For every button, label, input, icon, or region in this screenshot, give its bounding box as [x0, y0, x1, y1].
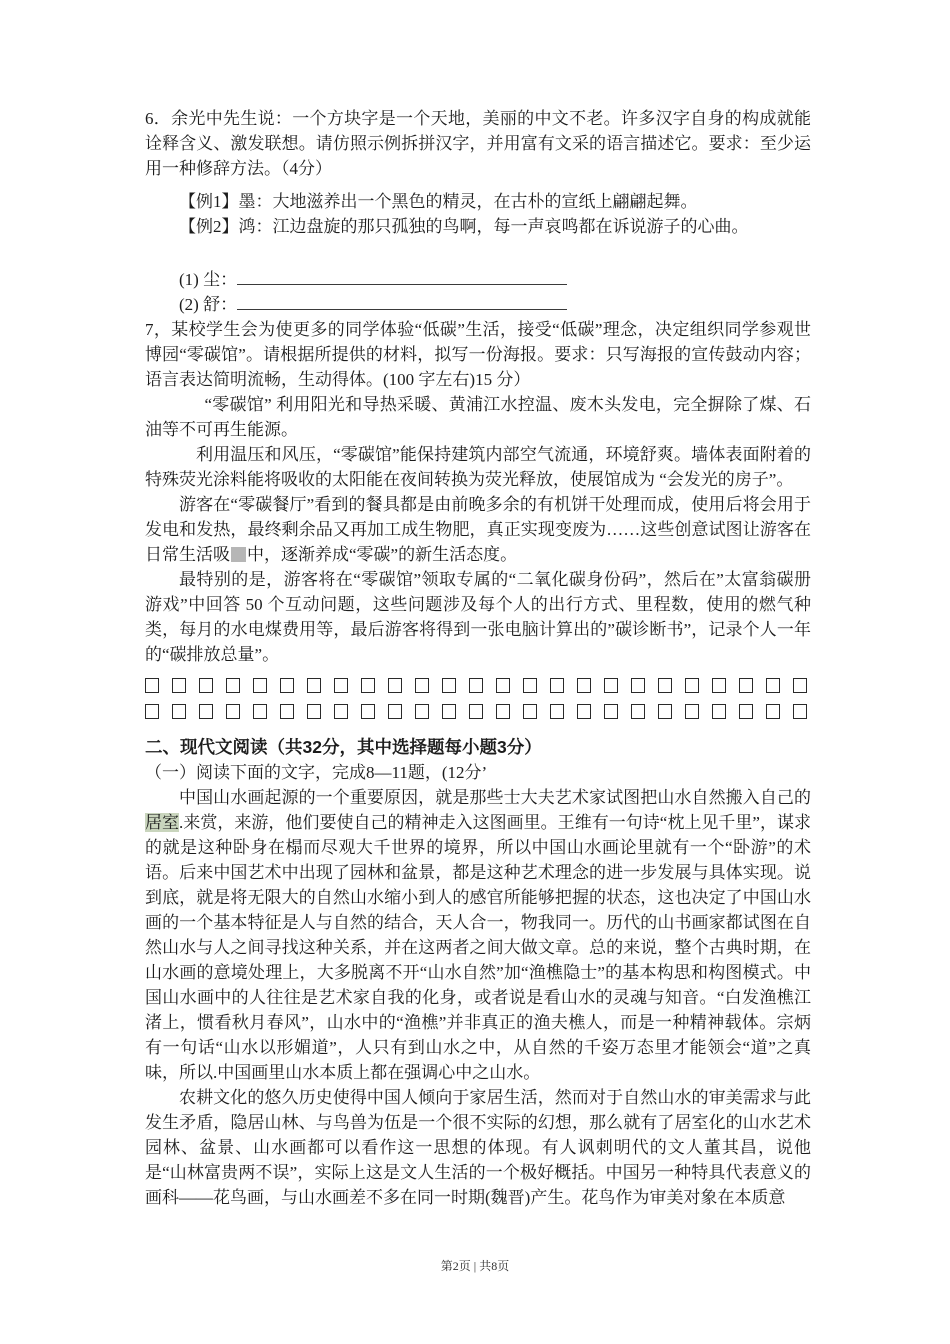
answer-grid-row [145, 704, 811, 719]
question-7-material-2: 利用温压和风压，“零碳馆”能保持建筑内部空气流通，环境舒爽。墙体表面附着的特殊荧光涂料能将吸收的太阳能在夜间转换为荧光释放，使展馆成为 “会发光的房子”。 [145, 445, 811, 489]
question-6-blank-2 [145, 292, 811, 317]
section-2-subheading: （一）阅读下面的文字，完成8—11题，(12分’ [145, 763, 488, 782]
page-footer: 第2页 | 共8页 [440, 1259, 510, 1273]
answer-box [442, 678, 456, 693]
question-7-material-4: 最特别的是，游客将在“零碳馆”领取专属的“二氧化碳身份码”，然后在”太富翁碳册游戏”中回答 50 个互动问题，这些问题涉及每个人的出行方式、里程数，使用的燃气种类，每月的水电煤费用等，最后游客将得到一张电脑计算出的”碳诊断书”，记录个人一年的“碳排放总量”。 [145, 570, 811, 664]
answer-box [631, 678, 645, 693]
question-6-example-2: 【例2】鸿：江边盘旋的那只孤独的鸟啊，每一声哀鸣都在诉说游子的心曲。 [179, 217, 749, 236]
answer-box [685, 704, 699, 719]
answer-box [631, 704, 645, 719]
passage-paragraph-1 [145, 785, 811, 1085]
section-2-heading: 二、现代文阅读（共32分，其中选择题每小题3分） [145, 737, 542, 757]
answer-box [658, 678, 672, 693]
answer-box [172, 704, 186, 719]
answer-box [523, 678, 537, 693]
answer-box [739, 678, 753, 693]
answer-box [199, 704, 213, 719]
answer-box [604, 704, 618, 719]
answer-box [793, 704, 807, 719]
answer-box [145, 704, 159, 719]
text-segment: 游客在“零碳餐厅”看到的餐具都是由前晚多余的有机饼干处理而成，使用后将会用于发电和发热，最终剩余品又再加工成生物肥，真正实现变废为……这些创意试图让游客在日常生活吸 [145, 495, 811, 564]
answer-box [199, 678, 213, 693]
answer-box [415, 678, 429, 693]
page-content [145, 106, 811, 1210]
answer-box [496, 704, 510, 719]
answer-box [172, 678, 186, 693]
answer-box [361, 678, 375, 693]
answer-box [388, 704, 402, 719]
question-7-material-3 [145, 492, 811, 567]
answer-box [604, 678, 618, 693]
answer-box [739, 704, 753, 719]
answer-grid [145, 678, 811, 719]
answer-box [226, 704, 240, 719]
answer-box [658, 704, 672, 719]
answer-grid-row [145, 678, 811, 693]
highlighted-text: 居室 [145, 813, 180, 832]
answer-box [712, 678, 726, 693]
answer-box [361, 704, 375, 719]
answer-box [496, 678, 510, 693]
text-segment: .来赏，来游，他们要使自己的精神走入这图画里。王维有一句诗“枕上见千里”，谋求的就是这种卧身在榻而尽观大千世界的境界，所以中国山水画论里就有一个“卧游”的术语。后来中国艺术中出现了园林和盆景，都是这种艺术理念的进一步发展与具体实现。说到底，就是将无限大的自然山水缩小到人的感官所能够把握的状态，这也决定了中国山水画的一个基本特征是人与自然的结合，天人合一，物我同一。历代的山书画家都试图在自然山水与人之间寻找这种关系，并在这两者之间大做文章。总的来说，整个古典时期，在山水画的意境处理上，大多脱离不开“山水自然”加“渔樵隐士”的基本构思和构图模式。中国山水画中的人往往是艺术家自我的化身，或者说是看山水的灵魂与知音。“白发渔樵江渚上，惯看秋月春风”，山水中的“渔樵”并非真正的渔夫樵人，而是一种精神载体。宗炳有一句话“山水以形媚道”，人只有到山水之中，从自然的千姿万态里才能领会“道”之真味，所以.中国画里山水本质上都在强调心中之山水。 [145, 813, 812, 1082]
question-7-intro: 7，某校学生会为使更多的同学体验“低碳”生活，接受“低碳”理念，决定组织同学参观世博园“零碳馆”。请根据所提供的材料，拟写一份海报。要求：只写海报的宣传鼓动内容；语言表达简明流畅，生动得体。(100 字左右)15 分） [145, 320, 811, 389]
question-6-intro: 6．余光中先生说：一个方块字是一个天地，美丽的中文不老。许多汉字自身的构成就能诠释含义、激发联想。请仿照示例拆拼汉字，并用富有文采的语言描述它。要求：至少运用一种修辞方法。（4分） [145, 109, 811, 178]
text-segment: 中国山水画起源的一个重要原因，就是那些士大夫艺术家试图把山水自然搬入自己的 [179, 788, 811, 807]
answer-box [253, 678, 267, 693]
answer-box [550, 678, 564, 693]
answer-box [280, 704, 294, 719]
answer-box [415, 704, 429, 719]
answer-box [280, 678, 294, 693]
question-6-example-1: 【例1】墨：大地滋养出一个黑色的精灵，在古朴的宣纸上翩翩起舞。 [179, 192, 698, 211]
blank-2-label: (2) 舒： [179, 295, 238, 314]
answer-box [577, 678, 591, 693]
answer-box [307, 678, 321, 693]
answer-box [685, 678, 699, 693]
answer-box [226, 678, 240, 693]
blank-1-label: (1) 尘： [179, 270, 238, 289]
answer-box [523, 704, 537, 719]
answer-blank-line-2 [237, 292, 567, 310]
answer-box [145, 678, 159, 693]
answer-box [712, 704, 726, 719]
answer-box [334, 678, 348, 693]
passage-paragraph-2: 农耕文化的悠久历史使得中国人倾向于家居生活，然而对于自然山水的审美需求与此发生矛盾，隐居山林、与鸟兽为伍是一个很不实际的幻想，那么就有了居室化的山水艺术园林、盆景、山水画都可以看作这一思想的体现。有人讽刺明代的文人董其昌，说他是“山林富贵两不误”，实际上这是文人生活的一个极好概括。中国另一种特具代表意义的画科——花鸟画，与山水画差不多在同一时期(魏晋)产生。花鸟作为审美对象在本质意 [145, 1088, 811, 1207]
answer-box [388, 678, 402, 693]
answer-box [442, 704, 456, 719]
answer-box [577, 704, 591, 719]
answer-box [550, 704, 564, 719]
text-segment: 中，逐渐养成“零碳”的新生活态度。 [247, 545, 518, 564]
answer-box [307, 704, 321, 719]
answer-blank-line-1 [237, 267, 567, 285]
answer-box [469, 678, 483, 693]
missing-char-box [231, 547, 246, 562]
question-6-blank-1 [145, 267, 811, 292]
answer-box [253, 704, 267, 719]
question-7-material-1: “零碳馆” 利用阳光和导热采暖、黄浦江水控温、废木头发电，完全摒除了煤、石油等不可再生能源。 [145, 395, 811, 439]
answer-box [766, 704, 780, 719]
answer-box [766, 678, 780, 693]
answer-box [793, 678, 807, 693]
answer-box [334, 704, 348, 719]
answer-box [469, 704, 483, 719]
